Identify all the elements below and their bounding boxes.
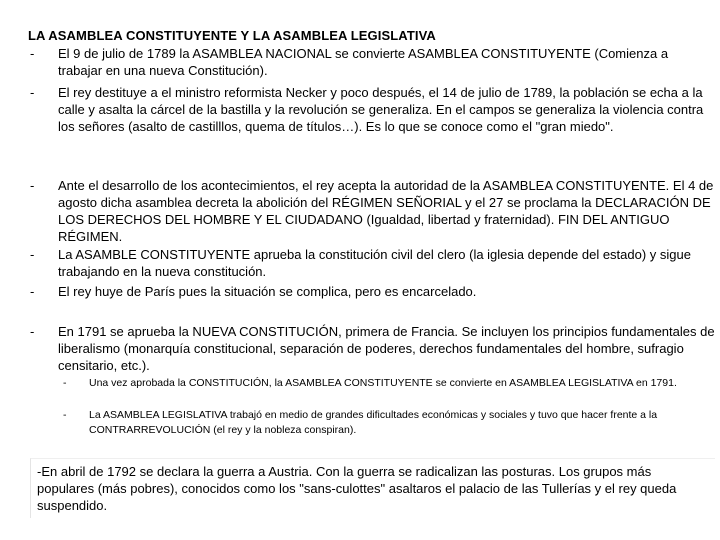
list-item-text: La ASAMBLE CONSTITUYENTE aprueba la constitución civil del clero (la iglesia depende del estado) y sigue trabajando en la nueva constitución. [58, 247, 691, 279]
bullet-dash: - [63, 377, 67, 389]
bullet-dash: - [30, 324, 35, 339]
bullet-dash: - [30, 284, 35, 299]
list-item [30, 45, 715, 79]
sub-list-item-text: La ASAMBLEA LEGISLATIVA trabajó en medio de grandes dificultades económicas y sociales y tuvo que hacer frente a la CONTRARREVOLUCIÓN (el rey y la nobleza conspiran). [89, 409, 658, 436]
bullet-dash: - [30, 247, 35, 262]
list-item-text: El rey huye de París pues la situación se complica, pero es encarcelado. [58, 284, 477, 299]
final-paragraph: -En abril de 1792 se declara la guerra a Austria. Con la guerra se radicalizan las posturas. Los grupos más populares (más pobres), conocidos como los "sans-culottes" asaltaros el palacio de las Tullerías y el rey queda suspendido. [30, 458, 715, 518]
list-item [30, 246, 715, 280]
list-item [30, 283, 715, 300]
list-item [30, 84, 715, 135]
bullet-dash: - [30, 85, 35, 100]
list-item [30, 323, 715, 374]
bullet-dash: - [63, 409, 67, 421]
sub-list-item [63, 376, 718, 391]
list-item-text: El rey destituye a el ministro reformista Necker y poco después, el 14 de julio de 1789, la población se echa a la calle y asalta la cárcel de la bastilla y la revolución se generaliza. En el campos se generaliza la violencia contra los señores (asalto de castilllos, quema de títulos…). Es lo que se conoce como el "gran miedo". [58, 85, 704, 134]
list-item-text: El 9 de julio de 1789 la ASAMBLEA NACIONAL se convierte ASAMBLEA CONSTITUYENTE (Comienza a trabajar en una nueva Constitución). [58, 46, 669, 78]
bullet-dash: - [30, 46, 35, 61]
sub-list-item [63, 408, 718, 438]
list-item [30, 177, 715, 245]
sub-list-item-text: Una vez aprobada la CONSTITUCIÓN, la ASAMBLEA CONSTITUYENTE se convierte en ASAMBLEA LEGISLATIVA en 1791. [89, 377, 677, 389]
bullet-dash: - [30, 178, 35, 193]
document-title: LA ASAMBLEA CONSTITUYENTE Y LA ASAMBLEA LEGISLATIVA [28, 28, 436, 43]
list-item-text: Ante el desarrollo de los acontecimientos, el rey acepta la autoridad de la ASAMBLEA CONSTITUYENTE. El 4 de agosto dicha asamblea decreta la abolición del RÉGIMEN SEÑORIAL y el 27 se proclama la DECLARACIÓN DE LOS DERECHOS DEL HOMBRE Y EL CIUDADANO (Igualdad, libertad y fraternidad). FIN DEL ANTIGUO RÉGIMEN. [58, 178, 714, 244]
list-item-text: En 1791 se aprueba la NUEVA CONSTITUCIÓN, primera de Francia. Se incluyen los principios fundamentales de liberalismo (monarquía constitucional, separación de poderes, derechos fundamentales del hombre, sufragio censitario, etc.). [58, 324, 715, 373]
